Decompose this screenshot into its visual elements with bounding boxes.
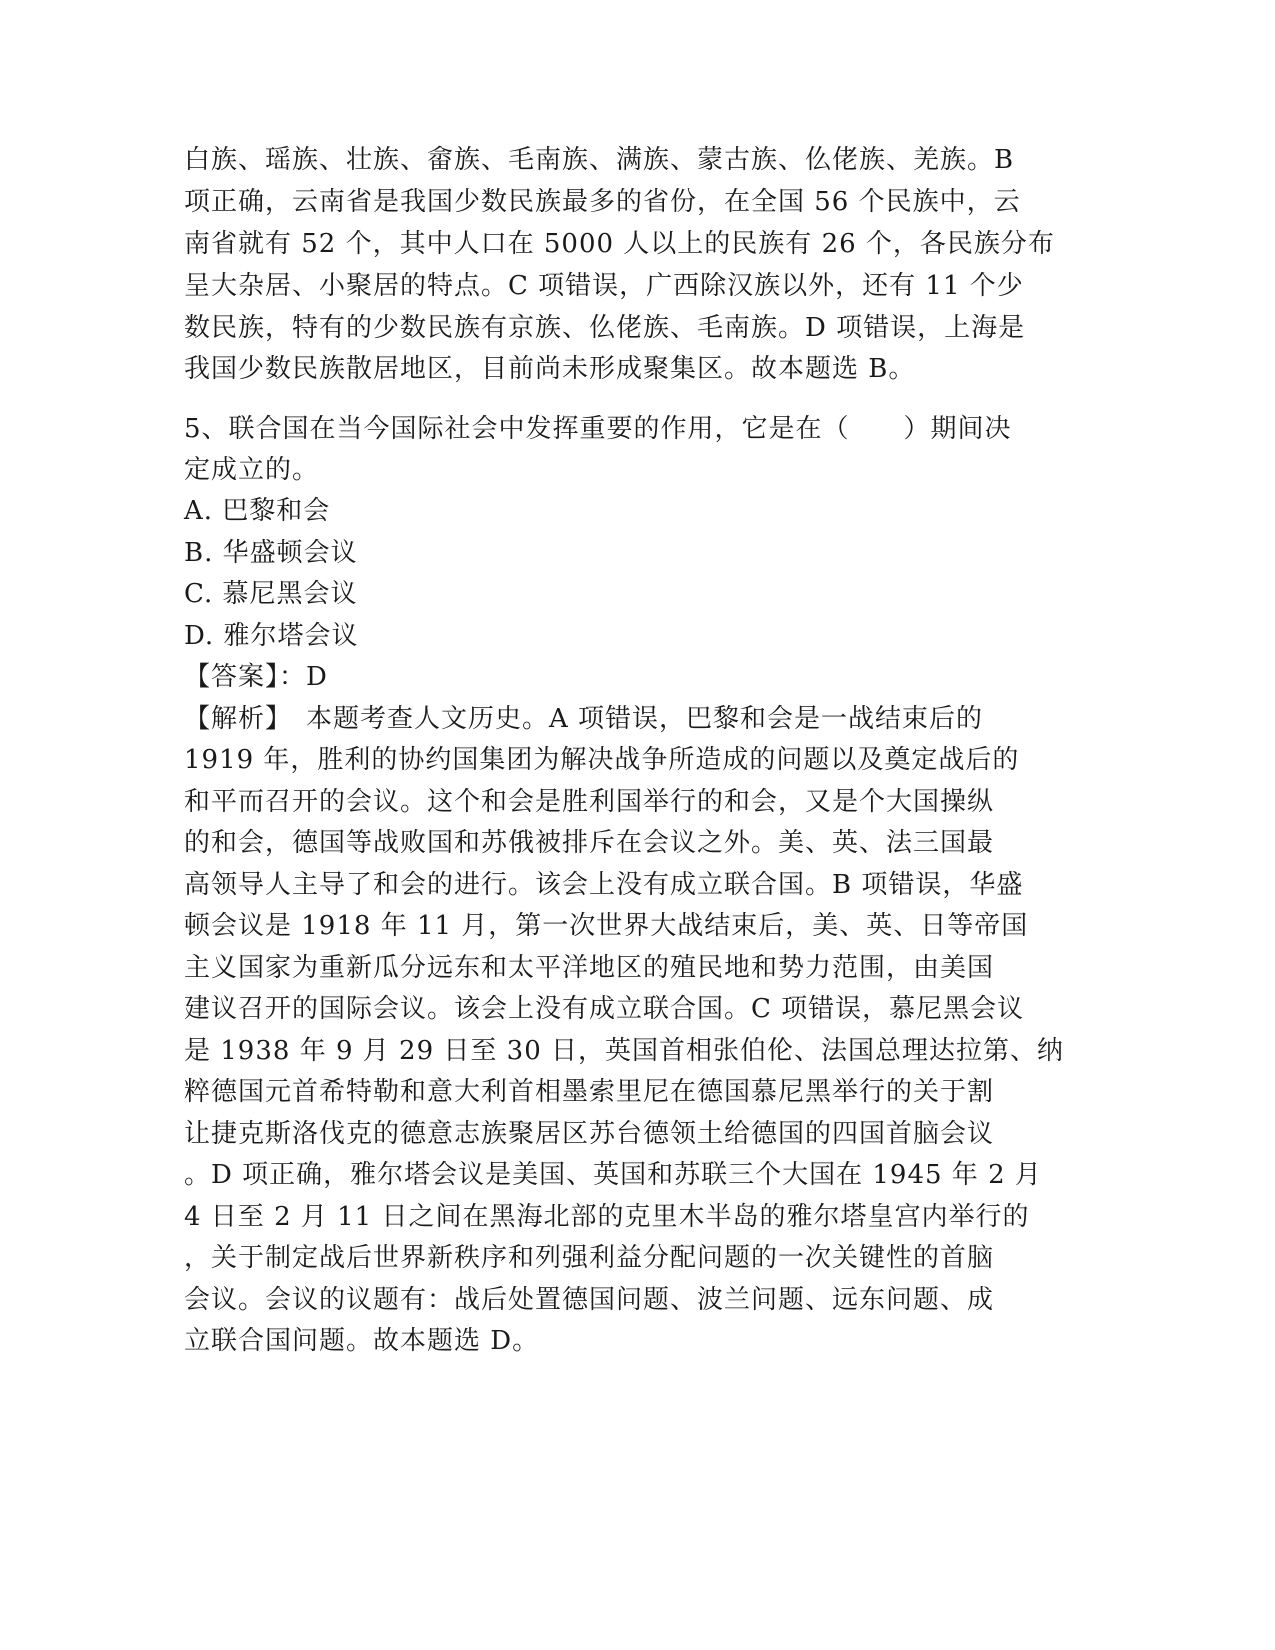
option-c: C. 慕尼黑会议 <box>184 579 358 609</box>
text-line: 呈大杂居、小聚居的特点。C 项错误，广西除汉族以外，还有 11 个少 <box>184 271 1024 301</box>
explanation-line: 高领导人主导了和会的进行。该会上没有成立联合国。B 项错误，华盛 <box>184 870 1024 900</box>
option-b: B. 华盛顿会议 <box>184 538 358 568</box>
explanation-line: 4 日至 2 月 11 日之间在黑海北部的克里木半岛的雅尔塔皇宫内举行的 <box>184 1202 1030 1232</box>
explanation-line: 粹德国元首希特勒和意大利首相墨索里尼在德国慕尼黑举行的关于割 <box>184 1077 995 1107</box>
text-line: 南省就有 52 个，其中人口在 5000 人以上的民族有 26 个，各民族分布 <box>184 229 1055 259</box>
explanation-line: 让捷克斯洛伐克的德意志族聚居区苏台德领土给德国的四国首脑会议 <box>184 1119 995 1149</box>
explanation-line: ，关于制定战后世界新秩序和列强利益分配问题的一次关键性的首脑 <box>184 1243 995 1273</box>
text-line: 项正确，云南省是我国少数民族最多的省份，在全国 56 个民族中，云 <box>184 187 1021 217</box>
question-stem-line: 定成立的。 <box>184 455 320 485</box>
explanation-line: 。D 项正确，雅尔塔会议是美国、英国和苏联三个大国在 1945 年 2 月 <box>184 1160 1042 1190</box>
text-line: 数民族，特有的少数民族有京族、仫佬族、毛南族。D 项错误，上海是 <box>184 313 1026 343</box>
text-line: 我国少数民族散居地区，目前尚未形成聚集区。故本题选 B。 <box>184 354 916 384</box>
explanation-line: 会议。会议的议题有：战后处置德国问题、波兰问题、远东问题、成 <box>184 1285 995 1315</box>
explanation-line: 顿会议是 1918 年 11 月，第一次世界大战结束后，美、英、日等帝国 <box>184 911 1029 941</box>
question-stem-line: 5、联合国在当今国际社会中发挥重要的作用，它是在（ ）期间决 <box>184 414 1012 444</box>
explanation-line: 立联合国问题。故本题选 D。 <box>184 1326 540 1356</box>
explanation-line: 是 1938 年 9 月 29 日至 30 日，英国首相张伯伦、法国总理达拉第、纳 <box>184 1036 1064 1066</box>
text-line: 白族、瑶族、壮族、畲族、毛南族、满族、蒙古族、仫佬族、羌族。B <box>184 145 1015 175</box>
explanation-line: 【解析】 本题考查人文历史。A 项错误，巴黎和会是一战结束后的 <box>184 704 984 734</box>
explanation-line: 和平而召开的会议。这个和会是胜利国举行的和会，又是个大国操纵 <box>184 787 995 817</box>
explanation-line: 主义国家为重新瓜分远东和太平洋地区的殖民地和势力范围，由美国 <box>184 953 995 983</box>
explanation-line: 1919 年，胜利的协约国集团为解决战争所造成的问题以及奠定战后的 <box>184 745 1020 775</box>
answer-line: 【答案】：D <box>184 662 328 692</box>
explanation-line: 建议召开的国际会议。该会上没有成立联合国。C 项错误，慕尼黑会议 <box>184 994 1025 1024</box>
option-a: A. 巴黎和会 <box>184 496 331 526</box>
option-d: D. 雅尔塔会议 <box>184 621 359 651</box>
explanation-line: 的和会，德国等战败国和苏俄被排斥在会议之外。美、英、法三国最 <box>184 828 995 858</box>
